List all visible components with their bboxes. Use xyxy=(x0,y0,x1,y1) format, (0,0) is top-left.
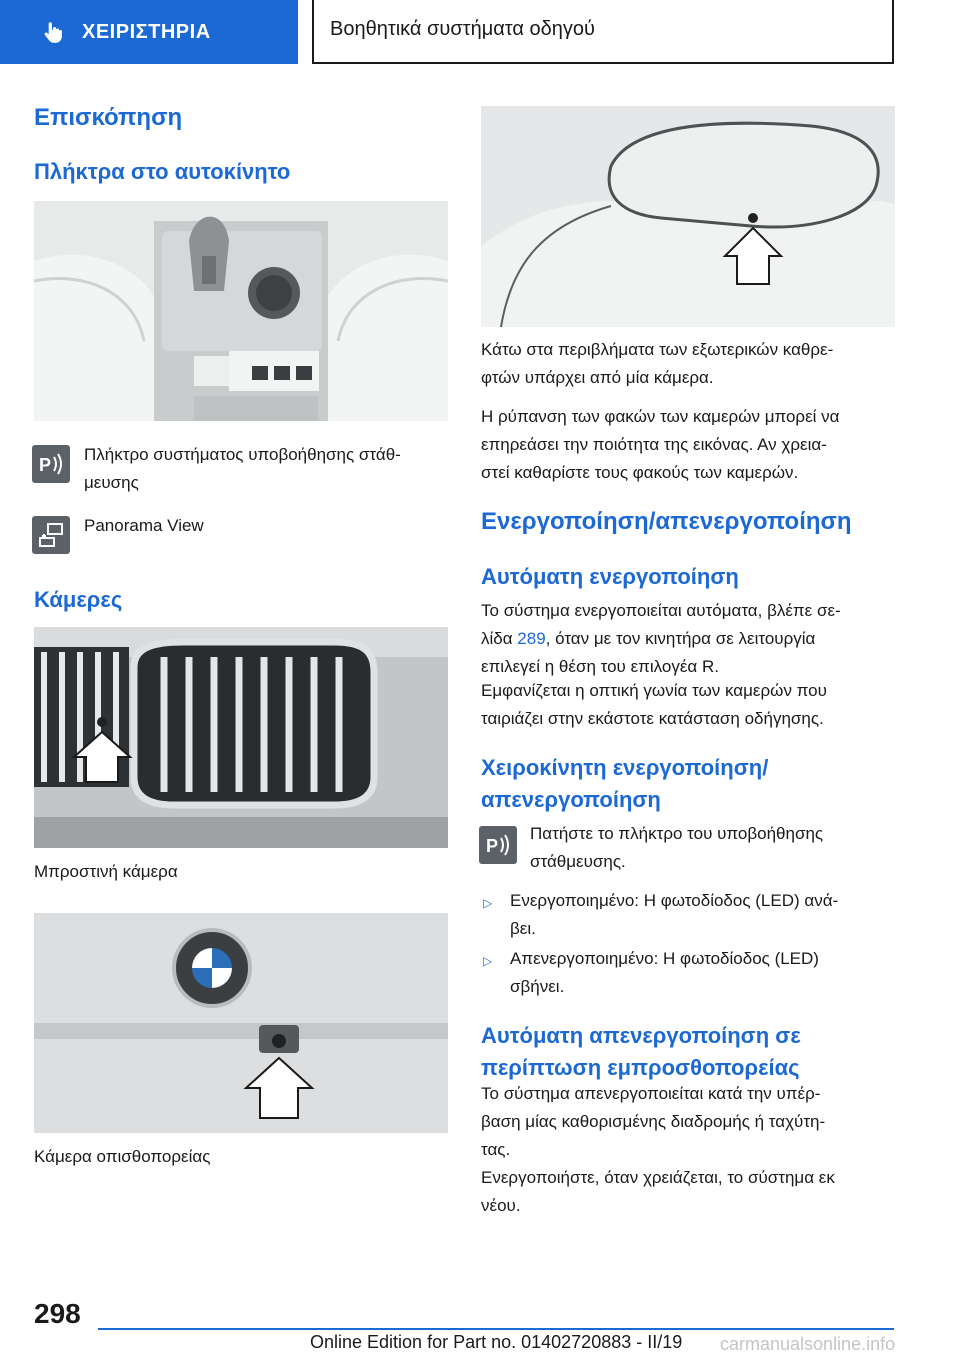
rear-camera-caption: Κάμερα οπισθοπορείας xyxy=(34,1147,211,1166)
section-title: Βοηθητικά συστήματα οδηγού xyxy=(330,18,595,40)
heading-manual: Χειροκίνητη ενεργοποίηση/ απενεργοποίηση xyxy=(481,755,769,812)
watermark: carmanualsonline.info xyxy=(720,1334,896,1354)
svg-text:P: P xyxy=(486,836,499,856)
mirror-camera-image xyxy=(481,106,895,327)
dirt-paragraph: Η ρύπανση των φακών των καμερών μπορεί να επηρεάσει την ποιότητα της εικόνας. Αν χρεια- στεί καθαρίστε τους φακούς των καμερών. xyxy=(481,407,840,482)
page-title: Επισκόπηση xyxy=(34,104,183,131)
console-image xyxy=(34,201,448,421)
hand-pointer-icon xyxy=(40,19,66,45)
front-camera-caption: Μπροστινή κάμερα xyxy=(34,862,178,881)
bullet-led-on: Ενεργοποιημένο: Η φωτοδίοδος (LED) ανά- βει. xyxy=(510,891,839,938)
press-instruction: Πατήστε το πλήκτρο του υποβοήθησης στάθμευσης. xyxy=(530,824,824,871)
bullet-triangle-icon: ▷ xyxy=(483,896,493,910)
heading-auto-on: Αυτόματη ενεργοποίηση xyxy=(481,564,739,589)
panorama-view-icon xyxy=(32,516,70,554)
section-header xyxy=(312,0,894,64)
bullet-led-off: Απενεργοποιημένο: Η φωτοδίοδος (LED) σβήνει. xyxy=(510,949,819,996)
mirror-paragraph: Κάτω στα περιβλήματα των εξωτερικών καθρε- φτών υπάρχει από μία κάμερα. xyxy=(481,340,834,387)
park-assist-button-icon-2 xyxy=(479,826,517,864)
front-camera-image xyxy=(34,627,448,848)
edition-text: Online Edition for Part no. 01402720883 - II/19 xyxy=(310,1332,683,1352)
chapter-tab[interactable] xyxy=(0,0,298,64)
auto-on-paragraph: Το σύστημα ενεργοποιείται αυτόματα, βλέπε σε- λίδα 289, όταν με τον κινητήρα σε λειτουργία επιλεγεί η θέση του επιλογέα R. xyxy=(481,601,841,676)
rear-camera-image xyxy=(34,913,448,1133)
park-assist-button-icon xyxy=(32,445,70,483)
park-assist-button-text: Πλήκτρο συστήματος υποβοήθησης στάθ- μευσης xyxy=(84,445,401,492)
chapter-title: ΧΕΙΡΙΣΤΗΡΙΑ xyxy=(82,20,211,43)
auto-off-paragraph: Το σύστημα απενεργοποιείται κατά την υπέρ- βαση μίας καθορισμένης διαδρομής ή ταχύτη- τας. xyxy=(481,1084,826,1159)
page-number: 298 xyxy=(34,1298,81,1329)
subtitle-buttons: Πλήκτρα στο αυτοκίνητο xyxy=(34,159,291,184)
reactivate-paragraph: Ενεργοποιήστε, όταν χρειάζεται, το σύστημα εκ νέου. xyxy=(481,1168,835,1215)
heading-auto-off: Αυτόματη απενεργοποίηση σε περίπτωση εμπροσθοπορείας xyxy=(481,1023,801,1080)
page-link-289[interactable]: 289 xyxy=(517,629,546,648)
heading-activation: Ενεργοποίηση/απενεργοποίηση xyxy=(481,508,852,535)
svg-text:P: P xyxy=(39,455,52,475)
panorama-view-text: Panorama View xyxy=(84,516,204,535)
subtitle-cameras: Κάμερες xyxy=(34,587,123,612)
bullet-triangle-icon: ▷ xyxy=(483,954,493,968)
footer-divider xyxy=(98,1328,894,1330)
view-paragraph: Εμφανίζεται η οπτική γωνία των καμερών που ταιριάζει στην εκάστοτε κατάσταση οδήγησης. xyxy=(481,681,827,728)
